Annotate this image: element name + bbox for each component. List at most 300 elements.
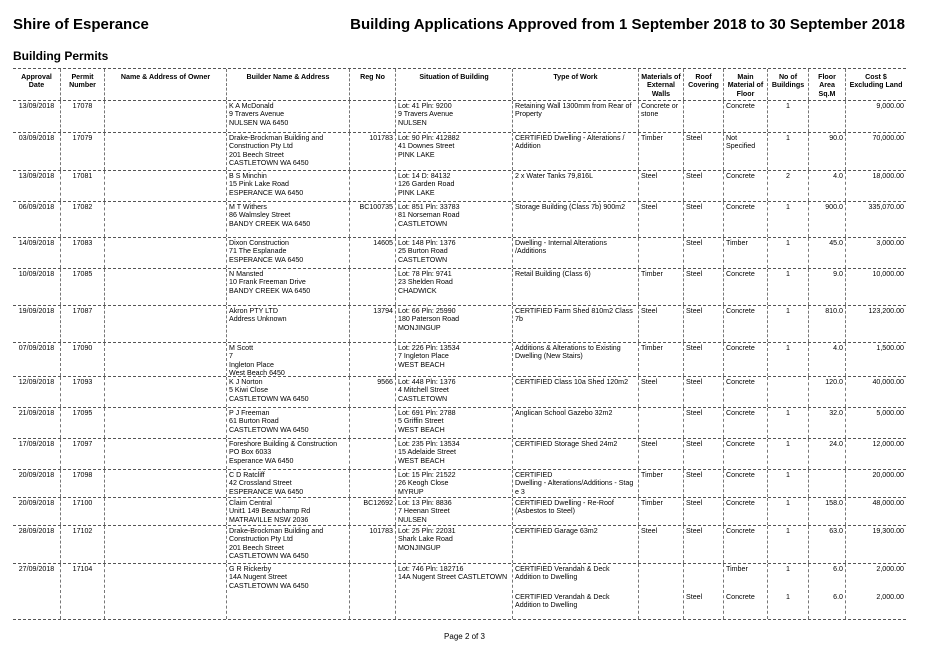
building-situation-line: Lot: 13 Pln: 8836 bbox=[398, 499, 452, 507]
builder-name-address-line: B S Minchin bbox=[229, 172, 267, 180]
builder-name-address-line: MATRAVILLE NSW 2036 bbox=[229, 515, 309, 524]
floor-material bbox=[724, 408, 768, 438]
floor-material-text: Concrete bbox=[726, 344, 755, 352]
external-walls bbox=[639, 377, 684, 407]
owner-name bbox=[105, 564, 227, 619]
floor-area-text: 6.0 bbox=[833, 565, 843, 573]
type-of-work-line: Dwelling - Internal Alterations bbox=[515, 239, 607, 247]
cost-excluding-land bbox=[846, 408, 906, 438]
floor-material-text: Timber bbox=[726, 565, 748, 573]
approval-date-text: 14/09/2018 bbox=[18, 239, 55, 247]
column-header: Approval Date bbox=[13, 69, 61, 100]
table-row bbox=[13, 470, 906, 498]
floor-material-text: Concrete bbox=[726, 527, 755, 535]
builder-name-address-line: 61 Burton Road bbox=[229, 417, 279, 426]
roof-covering bbox=[684, 470, 724, 497]
floor-area-text: 9.0 bbox=[833, 270, 843, 278]
floor-material bbox=[724, 269, 768, 305]
building-situation-line: 23 Shelden Road bbox=[398, 278, 453, 287]
type-of-work-line: CERTIFIED Farm Shed 810m2 Class bbox=[515, 307, 633, 315]
building-situation-line: CASTLETOWN bbox=[398, 394, 448, 403]
table-row bbox=[13, 202, 906, 238]
building-situation-line: 9 Travers Avenue bbox=[398, 110, 454, 119]
building-situation-line: 7 Heenan Street bbox=[398, 507, 450, 516]
approval-date bbox=[13, 133, 61, 170]
permit-number bbox=[61, 498, 105, 525]
no-of-buildings bbox=[768, 171, 809, 201]
roof-covering bbox=[684, 306, 724, 342]
external-walls bbox=[639, 470, 684, 497]
type-of-work-line: CERTIFIED bbox=[515, 471, 553, 479]
builder-name-address-line: West Beach 6450 bbox=[229, 368, 285, 376]
column-header: Main Material of Floor bbox=[724, 69, 768, 100]
builder-name-address-line: 5 Kiwi Close bbox=[229, 386, 269, 395]
builder-name-address bbox=[227, 171, 350, 201]
floor-material bbox=[724, 439, 768, 469]
reg-no-text: 9566 bbox=[377, 378, 393, 386]
builder-name-address-line: Construction Pty Ltd bbox=[229, 535, 293, 544]
builder-name-address-line: Claim Central bbox=[229, 499, 272, 507]
external-walls-line: Steel bbox=[641, 440, 658, 448]
building-situation bbox=[396, 306, 513, 342]
reg-no-text: 101783 bbox=[369, 134, 393, 142]
no-of-buildings-text: 1 bbox=[786, 307, 790, 315]
no-of-buildings bbox=[768, 377, 809, 407]
roof-covering-text: Steel bbox=[686, 344, 703, 352]
section-title: Building Permits bbox=[13, 49, 109, 63]
external-walls-line: Timber bbox=[641, 270, 663, 278]
permit-number bbox=[61, 343, 105, 376]
building-situation-line: CASTLETOWN bbox=[398, 219, 448, 228]
column-header: Floor Area Sq.M bbox=[809, 69, 846, 100]
approval-date bbox=[13, 238, 61, 268]
external-walls-line: Timber bbox=[641, 344, 663, 352]
builder-name-address bbox=[227, 439, 350, 469]
roof-covering-text: Steel bbox=[686, 471, 703, 479]
permit-number bbox=[61, 526, 105, 563]
roof-covering bbox=[684, 101, 724, 132]
building-situation-line: Lot: 746 Pln: 182716 bbox=[398, 565, 464, 573]
approval-date-text: 07/09/2018 bbox=[18, 344, 55, 352]
no-of-buildings-text: 1 bbox=[786, 527, 790, 535]
builder-name-address bbox=[227, 343, 350, 376]
approval-date-text: 03/09/2018 bbox=[18, 134, 55, 142]
cost-excluding-land bbox=[846, 343, 906, 376]
cost-excluding-land-text: 48,000.00 bbox=[872, 499, 904, 507]
building-situation-line: Lot: 78 Pln: 9741 bbox=[398, 270, 452, 278]
permit-number bbox=[61, 133, 105, 170]
type-of-work bbox=[513, 269, 639, 305]
permit-number bbox=[61, 171, 105, 201]
building-situation-line: PINK LAKE bbox=[398, 150, 435, 159]
builder-name-address-line: CASTLETOWN WA 6450 bbox=[229, 425, 309, 434]
owner-name bbox=[105, 526, 227, 563]
cost-excluding-land bbox=[846, 470, 906, 497]
column-header: Roof Covering bbox=[684, 69, 724, 100]
report-title: Building Applications Approved from 1 September 2018 to 30 September 2018 bbox=[350, 16, 905, 33]
type-of-work-line: 7b bbox=[515, 315, 523, 324]
floor-area-text: 158.0 bbox=[825, 499, 843, 507]
type-of-work bbox=[513, 526, 639, 563]
building-situation-line: Lot: 691 Pln: 2788 bbox=[398, 409, 456, 417]
building-situation-line: 14A Nugent Street CASTLETOWN bbox=[398, 573, 508, 582]
building-situation-line: Lot: 226 Pln: 13534 bbox=[398, 344, 460, 352]
approval-date-text: 10/09/2018 bbox=[18, 270, 55, 278]
owner-name bbox=[105, 133, 227, 170]
building-situation-line: Lot: 25 Pln: 22031 bbox=[398, 527, 456, 535]
reg-no bbox=[350, 498, 396, 525]
type-of-work-line: CERTIFIED Verandah & Deck bbox=[515, 565, 610, 573]
cost-excluding-land-text: 70,000.00 bbox=[872, 134, 904, 142]
floor-area bbox=[809, 377, 846, 407]
builder-name-address-line: ESPERANCE WA 6450 bbox=[229, 487, 304, 496]
builder-name-address-line: P J Freeman bbox=[229, 409, 270, 417]
building-situation bbox=[396, 133, 513, 170]
floor-area bbox=[809, 439, 846, 469]
builder-name-address-line: 7 bbox=[229, 352, 233, 361]
floor-material bbox=[724, 498, 768, 525]
floor-area bbox=[809, 133, 846, 170]
floor-material bbox=[724, 171, 768, 201]
builder-name-address-line: 201 Beech Street bbox=[229, 150, 284, 159]
type-of-work-line: Property bbox=[515, 110, 542, 119]
floor-material-text: Concrete bbox=[726, 409, 755, 417]
permit-number bbox=[61, 408, 105, 438]
no-of-buildings bbox=[768, 238, 809, 268]
builder-name-address bbox=[227, 408, 350, 438]
builder-name-address-line: K J Norton bbox=[229, 378, 263, 386]
roof-covering bbox=[684, 171, 724, 201]
floor-material-text: Concrete bbox=[726, 471, 755, 479]
building-situation bbox=[396, 377, 513, 407]
table-row bbox=[13, 343, 906, 377]
page-number: Page 2 of 3 bbox=[444, 632, 485, 641]
owner-name bbox=[105, 439, 227, 469]
floor-material bbox=[724, 377, 768, 407]
floor-area bbox=[809, 171, 846, 201]
builder-name-address-line: CASTLETOWN WA 6450 bbox=[229, 394, 309, 403]
roof-covering bbox=[684, 564, 724, 619]
owner-name bbox=[105, 408, 227, 438]
no-of-buildings-text: 1 bbox=[786, 471, 790, 479]
builder-name-address-line: 86 Walmsley Street bbox=[229, 211, 291, 220]
reg-no bbox=[350, 171, 396, 201]
floor-material bbox=[724, 133, 768, 170]
builder-name-address-line: 15 Pink Lake Road bbox=[229, 180, 289, 189]
approval-date bbox=[13, 526, 61, 563]
builder-name-address-line: ESPERANCE WA 6450 bbox=[229, 255, 304, 264]
building-situation-line: MONJINGUP bbox=[398, 323, 441, 332]
roof-covering bbox=[684, 133, 724, 170]
building-situation-line: CHADWICK bbox=[398, 286, 437, 295]
floor-area-text: 120.0 bbox=[825, 378, 843, 386]
external-walls bbox=[639, 133, 684, 170]
floor-area-text: 810.0 bbox=[825, 307, 843, 315]
table-row bbox=[13, 269, 906, 306]
permit-number-text: 17100 bbox=[72, 499, 93, 507]
builder-name-address-line: Akron PTY LTD bbox=[229, 307, 279, 315]
roof-covering bbox=[684, 269, 724, 305]
roof-covering bbox=[684, 439, 724, 469]
external-walls-line: Steel bbox=[641, 378, 658, 386]
building-situation-line: 180 Paterson Road bbox=[398, 315, 460, 324]
cost-excluding-land-text: 18,000.00 bbox=[872, 172, 904, 180]
approval-date-text: 21/09/2018 bbox=[18, 409, 55, 417]
type-of-work bbox=[513, 439, 639, 469]
cost-excluding-land-text: 10,000.00 bbox=[872, 270, 904, 278]
builder-name-address-line: 10 Frank Freeman Drive bbox=[229, 278, 306, 287]
spacer bbox=[515, 582, 636, 593]
approval-date bbox=[13, 202, 61, 237]
type-of-work-line: Addition to Dwelling bbox=[515, 573, 578, 582]
building-situation-line: PINK LAKE bbox=[398, 188, 435, 197]
cost-excluding-land bbox=[846, 101, 906, 132]
permit-number-text: 17090 bbox=[72, 344, 93, 352]
external-walls bbox=[639, 269, 684, 305]
builder-name-address-line: Address Unknown bbox=[229, 315, 287, 324]
builder-name-address-line: Ingleton Place bbox=[229, 360, 274, 369]
no-of-buildings-text: 2 bbox=[786, 172, 790, 180]
no-of-buildings-text: 1 bbox=[786, 409, 790, 417]
owner-name bbox=[105, 269, 227, 305]
table-row bbox=[13, 101, 906, 133]
approval-date-text: 19/09/2018 bbox=[18, 307, 55, 315]
no-of-buildings bbox=[768, 564, 809, 619]
type-of-work bbox=[513, 377, 639, 407]
builder-name-address bbox=[227, 377, 350, 407]
roof-covering-text: Steel bbox=[686, 409, 703, 417]
no-of-buildings bbox=[768, 343, 809, 376]
approval-date-text: 20/09/2018 bbox=[18, 471, 55, 479]
external-walls bbox=[639, 202, 684, 237]
builder-name-address-line: Foreshore Building & Construction bbox=[229, 440, 338, 448]
floor-area bbox=[809, 101, 846, 132]
building-situation-line: WEST BEACH bbox=[398, 360, 445, 369]
floor-area-text: 24.0 bbox=[829, 440, 843, 448]
permit-number-text: 17093 bbox=[72, 378, 93, 386]
floor-material-text: Timber bbox=[726, 239, 748, 247]
spacer bbox=[848, 573, 904, 593]
builder-name-address-line: N Mansted bbox=[229, 270, 264, 278]
building-situation bbox=[396, 238, 513, 268]
table-row bbox=[13, 498, 906, 526]
builder-name-address bbox=[227, 526, 350, 563]
building-situation-line: 41 Downes Street bbox=[398, 142, 455, 151]
cost-excluding-land bbox=[846, 171, 906, 201]
roof-covering-text: Steel bbox=[686, 239, 703, 247]
floor-area bbox=[809, 306, 846, 342]
external-walls bbox=[639, 526, 684, 563]
reg-no-text: 14605 bbox=[373, 239, 393, 247]
column-header: Permit Number bbox=[61, 69, 105, 100]
building-situation bbox=[396, 439, 513, 469]
building-situation-line: Lot: 148 Pln: 1376 bbox=[398, 239, 456, 247]
no-of-buildings-text: 1 bbox=[786, 239, 790, 247]
table-row bbox=[13, 564, 906, 620]
permit-number bbox=[61, 306, 105, 342]
builder-name-address bbox=[227, 202, 350, 237]
builder-name-address bbox=[227, 133, 350, 170]
external-walls bbox=[639, 564, 684, 619]
building-situation-line: Lot: 235 Pln: 13534 bbox=[398, 440, 460, 448]
type-of-work-line: e 3 bbox=[515, 487, 525, 496]
roof-covering bbox=[684, 498, 724, 525]
building-situation-line: Shark Lake Road bbox=[398, 535, 453, 544]
builder-name-address-line: CASTLETOWN WA 6450 bbox=[229, 158, 309, 167]
table-header-row bbox=[13, 68, 906, 101]
floor-area-text: 4.0 bbox=[833, 172, 843, 180]
external-walls bbox=[639, 238, 684, 268]
reg-no bbox=[350, 101, 396, 132]
roof-covering bbox=[684, 238, 724, 268]
type-of-work-line: (Asbestos to Steel) bbox=[515, 507, 575, 516]
cost-excluding-land bbox=[846, 133, 906, 170]
builder-name-address bbox=[227, 306, 350, 342]
permit-number bbox=[61, 238, 105, 268]
floor-area bbox=[809, 526, 846, 563]
building-situation bbox=[396, 498, 513, 525]
reg-no-text: BC100735 bbox=[359, 203, 393, 211]
roof-covering-text: Steel bbox=[686, 440, 703, 448]
builder-name-address-line: CASTLETOWN WA 6450 bbox=[229, 581, 309, 590]
floor-area bbox=[809, 343, 846, 376]
table-row bbox=[13, 133, 906, 171]
permit-number-text: 17104 bbox=[72, 565, 93, 573]
column-header: Situation of Building bbox=[396, 69, 513, 100]
floor-area bbox=[809, 564, 846, 619]
cost-excluding-land-text: 5,000.00 bbox=[876, 409, 904, 417]
building-situation-line: MYRUP bbox=[398, 487, 424, 496]
no-of-buildings-text: 1 bbox=[786, 270, 790, 278]
cost-excluding-land-text: 19,300.00 bbox=[872, 527, 904, 535]
building-situation-line: 7 Ingleton Place bbox=[398, 352, 449, 361]
permit-number-text: 17097 bbox=[72, 440, 93, 448]
type-of-work bbox=[513, 564, 639, 619]
approval-date-text: 12/09/2018 bbox=[18, 378, 55, 386]
floor-area bbox=[809, 498, 846, 525]
table-row bbox=[13, 171, 906, 202]
cost-excluding-land-text: 12,000.00 bbox=[872, 440, 904, 448]
floor-material-text: Concrete bbox=[726, 102, 755, 110]
type-of-work bbox=[513, 202, 639, 237]
approval-date bbox=[13, 439, 61, 469]
reg-no bbox=[350, 408, 396, 438]
builder-name-address-line: 9 Travers Avenue bbox=[229, 110, 285, 119]
cost-excluding-land-text: 123,200.00 bbox=[868, 307, 904, 315]
permit-number-text: 17102 bbox=[72, 527, 93, 535]
floor-material-text: Concrete bbox=[726, 499, 755, 507]
type-of-work bbox=[513, 470, 639, 497]
floor-area-text: 90.0 bbox=[829, 134, 843, 142]
column-header: Builder Name & Address bbox=[227, 69, 350, 100]
builder-name-address bbox=[227, 269, 350, 305]
builder-name-address-line: Drake-Brockman Building and bbox=[229, 134, 324, 142]
owner-name bbox=[105, 343, 227, 376]
type-of-work-line: Retail Building (Class 6) bbox=[515, 270, 591, 278]
owner-name bbox=[105, 238, 227, 268]
floor-material bbox=[724, 470, 768, 497]
approval-date bbox=[13, 101, 61, 132]
floor-area-text: 45.0 bbox=[829, 239, 843, 247]
building-situation-line: CASTLETOWN bbox=[398, 255, 448, 264]
external-walls-line: Steel bbox=[641, 172, 658, 180]
floor-area-text: 32.0 bbox=[829, 409, 843, 417]
reg-no bbox=[350, 306, 396, 342]
type-of-work bbox=[513, 306, 639, 342]
no-of-buildings-text: 1 bbox=[786, 344, 790, 352]
building-situation-line: NULSEN bbox=[398, 118, 427, 127]
builder-name-address-line: 42 Crossland Street bbox=[229, 479, 292, 488]
no-of-buildings bbox=[768, 439, 809, 469]
builder-name-address-line: M T Withers bbox=[229, 203, 267, 211]
page-header bbox=[13, 16, 905, 40]
permit-number bbox=[61, 564, 105, 619]
building-situation-line: 25 Burton Road bbox=[398, 247, 448, 256]
external-walls-line: Steel bbox=[641, 203, 658, 211]
floor-material bbox=[724, 306, 768, 342]
cost-excluding-land bbox=[846, 564, 906, 619]
external-walls-line: Steel bbox=[641, 527, 658, 535]
reg-no-text: 101783 bbox=[369, 527, 393, 535]
builder-name-address-line: Esperance WA 6450 bbox=[229, 456, 294, 465]
builder-name-address-line: C D Ratcliff bbox=[229, 471, 265, 479]
no-of-buildings-text: 1 bbox=[786, 203, 790, 211]
building-situation bbox=[396, 564, 513, 619]
permit-number bbox=[61, 439, 105, 469]
type-of-work bbox=[513, 498, 639, 525]
building-situation bbox=[396, 202, 513, 237]
builder-name-address bbox=[227, 498, 350, 525]
external-walls-line: stone bbox=[641, 110, 659, 119]
cost-excluding-land-text: 9,000.00 bbox=[876, 102, 904, 110]
building-situation-line: Lot: 90 Pln: 412882 bbox=[398, 134, 460, 142]
floor-area bbox=[809, 238, 846, 268]
floor-area bbox=[809, 202, 846, 237]
builder-name-address bbox=[227, 564, 350, 619]
cost-excluding-land bbox=[846, 526, 906, 563]
type-of-work-line: 2 x Water Tanks 79,816L bbox=[515, 172, 594, 180]
external-walls bbox=[639, 498, 684, 525]
type-of-work bbox=[513, 133, 639, 170]
external-walls bbox=[639, 439, 684, 469]
builder-name-address-line: BANDY CREEK WA 6450 bbox=[229, 286, 311, 295]
building-situation bbox=[396, 171, 513, 201]
external-walls-line: Timber bbox=[641, 134, 663, 142]
reg-no bbox=[350, 133, 396, 170]
column-header: Type of Work bbox=[513, 69, 639, 100]
reg-no bbox=[350, 238, 396, 268]
floor-material-text: Concrete bbox=[726, 440, 755, 448]
building-situation-line: NULSEN bbox=[398, 515, 427, 524]
floor-material-text: Concrete bbox=[726, 172, 755, 180]
column-header: Cost $ Excluding Land bbox=[849, 73, 903, 90]
spacer bbox=[811, 573, 843, 593]
external-walls-line: Steel bbox=[641, 307, 658, 315]
reg-no bbox=[350, 202, 396, 237]
reg-no bbox=[350, 564, 396, 619]
floor-material-text: Concrete bbox=[726, 307, 755, 315]
permit-number-text: 17081 bbox=[72, 172, 93, 180]
permit-number bbox=[61, 202, 105, 237]
floor-material-text: Concrete bbox=[726, 592, 755, 601]
type-of-work-line: Retaining Wall 1300mm from Rear of bbox=[515, 102, 632, 110]
approval-date-text: 17/09/2018 bbox=[18, 440, 55, 448]
permit-number-text: 17085 bbox=[72, 270, 93, 278]
cost-excluding-land-text: 2,000.00 bbox=[876, 592, 904, 601]
builder-name-address-line: PO Box 6033 bbox=[229, 448, 272, 457]
building-situation-line: Lot: 15 Pln: 21522 bbox=[398, 471, 456, 479]
type-of-work-line: Additions & Alterations to Existing bbox=[515, 344, 621, 352]
